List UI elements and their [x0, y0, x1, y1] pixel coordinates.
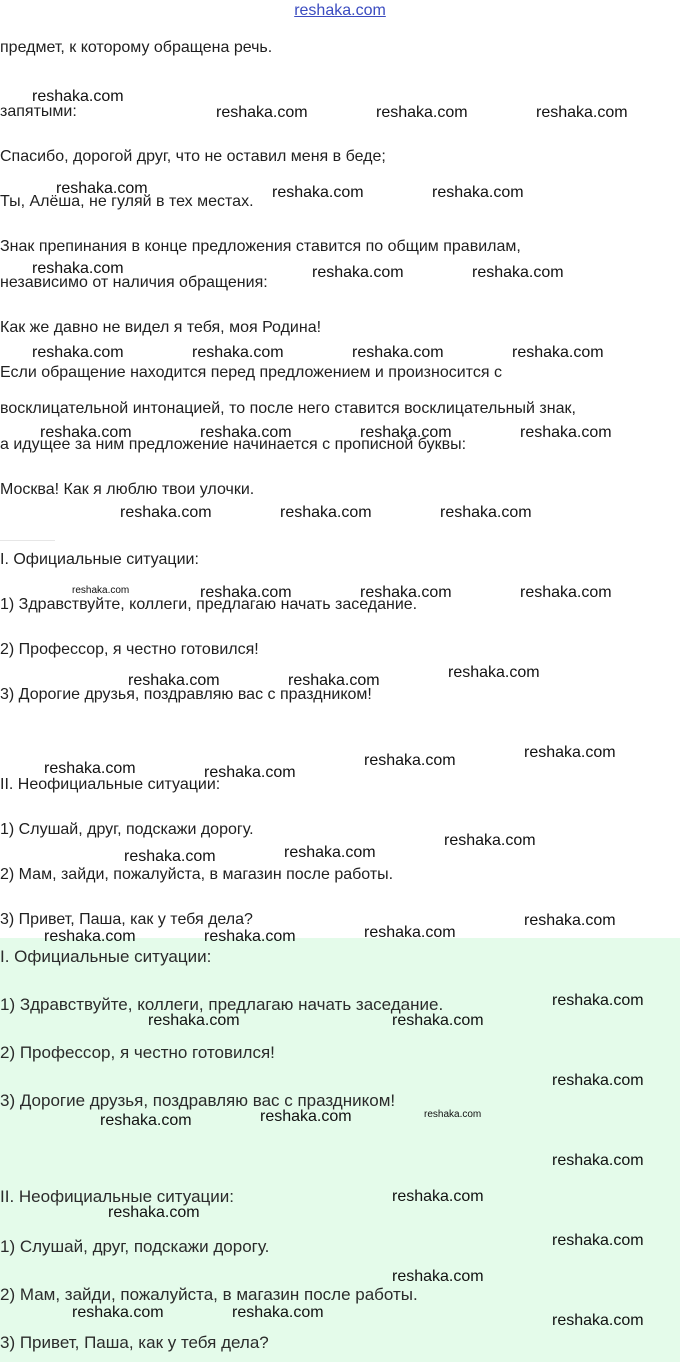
watermark-text: reshaka.com — [444, 832, 536, 849]
watermark-text: reshaka.com — [280, 504, 372, 521]
text-line: независимо от наличия обращения: — [0, 274, 268, 291]
watermark-text: reshaka.com — [148, 1012, 240, 1029]
watermark-text: reshaka.com — [520, 424, 612, 441]
answer-line: 3) Привет, Паша, как у тебя дела? — [0, 1333, 269, 1352]
watermark-text: reshaka.com — [72, 1304, 164, 1321]
watermark-text: reshaka.com — [260, 1108, 352, 1125]
watermark-text: reshaka.com — [424, 1109, 482, 1120]
site-header — [0, 2, 680, 20]
text-line: 1) Слушай, друг, подскажи дорогу. — [0, 821, 254, 838]
watermark-text: reshaka.com — [100, 1112, 192, 1129]
watermark-text: reshaka.com — [364, 924, 456, 941]
watermark-text: reshaka.com — [204, 928, 296, 945]
watermark-text: reshaka.com — [352, 344, 444, 361]
watermark-text: reshaka.com — [536, 104, 628, 121]
watermark-text: reshaka.com — [44, 760, 136, 777]
watermark-text: reshaka.com — [312, 264, 404, 281]
watermark-text: reshaka.com — [288, 672, 380, 689]
watermark-text: reshaka.com — [284, 844, 376, 861]
text-line: Ты, Алёша, не гуляй в тех местах. — [0, 193, 254, 210]
watermark-text: reshaka.com — [440, 504, 532, 521]
answer-line: 1) Слушай, друг, подскажи дорогу. — [0, 1237, 270, 1256]
section-heading: I. Официальные ситуации: — [0, 551, 199, 568]
watermark-text: reshaka.com — [204, 764, 296, 781]
text-line: 3) Привет, Паша, как у тебя дела? — [0, 911, 253, 928]
watermark-text: reshaka.com — [200, 424, 292, 441]
watermark-text: reshaka.com — [448, 664, 540, 681]
watermark-text: reshaka.com — [552, 1312, 644, 1329]
text-line: запятыми: — [0, 103, 77, 120]
watermark-text: reshaka.com — [200, 584, 292, 601]
watermark-text: reshaka.com — [392, 1012, 484, 1029]
text-line: 3) Дорогие друзья, поздравляю вас с праздником! — [0, 686, 372, 703]
watermark-text: reshaka.com — [552, 992, 644, 1009]
watermark-text: reshaka.com — [232, 1304, 324, 1321]
watermark-text: reshaka.com — [32, 344, 124, 361]
text-line: Москва! Как я люблю твои улочки. — [0, 481, 255, 498]
watermark-text: reshaka.com — [360, 584, 452, 601]
divider — [0, 540, 55, 541]
watermark-text: reshaka.com — [124, 848, 216, 865]
watermark-text: reshaka.com — [520, 584, 612, 601]
watermark-text: reshaka.com — [32, 260, 124, 277]
watermark-text: reshaka.com — [392, 1188, 484, 1205]
watermark-text: reshaka.com — [512, 344, 604, 361]
watermark-text: reshaka.com — [376, 104, 468, 121]
watermark-text: reshaka.com — [392, 1268, 484, 1285]
text-line: предмет, к которому обращена речь. — [0, 39, 273, 56]
site-link[interactable]: reshaka.com — [294, 2, 386, 19]
text-line: а идущее за ним предложение начинается с прописной буквы: — [0, 436, 467, 453]
answer-line: 2) Мам, зайди, пожалуйста, в магазин после работы. — [0, 1285, 418, 1304]
watermark-text: reshaka.com — [32, 88, 124, 105]
watermark-text: reshaka.com — [524, 744, 616, 761]
watermark-text: reshaka.com — [44, 928, 136, 945]
watermark-text: reshaka.com — [524, 912, 616, 929]
watermark-text: reshaka.com — [432, 184, 524, 201]
answer-line: 2) Профессор, я честно готовился! — [0, 1043, 275, 1062]
watermark-text: reshaka.com — [552, 1152, 644, 1169]
watermark-text: reshaka.com — [56, 180, 148, 197]
watermark-text: reshaka.com — [472, 264, 564, 281]
section-heading: II. Неофициальные ситуации: — [0, 776, 221, 793]
watermark-text: reshaka.com — [552, 1232, 644, 1249]
answer-line: 3) Дорогие друзья, поздравляю вас с праздником! — [0, 1091, 396, 1110]
watermark-text: reshaka.com — [108, 1204, 200, 1221]
answer-heading: I. Официальные ситуации: — [0, 947, 212, 966]
text-line: 1) Здравствуйте, коллеги, предлагаю начать заседание. — [0, 596, 418, 613]
text-line: Если обращение находится перед предложением и произносится с — [0, 364, 502, 381]
watermark-text: reshaka.com — [360, 424, 452, 441]
text-line: Знак препинания в конце предложения ставится по общим правилам, — [0, 238, 521, 255]
text-line: 2) Мам, зайди, пожалуйста, в магазин после работы. — [0, 866, 394, 883]
watermark-text: reshaka.com — [216, 104, 308, 121]
watermark-text: reshaka.com — [552, 1072, 644, 1089]
text-line: Спасибо, дорогой друг, что не оставил меня в беде; — [0, 148, 386, 165]
watermark-text: reshaka.com — [120, 504, 212, 521]
answer-heading: II. Неофициальные ситуации: — [0, 1187, 234, 1206]
text-line: Как же давно не видел я тебя, моя Родина! — [0, 319, 322, 336]
watermark-text: reshaka.com — [40, 424, 132, 441]
watermark-text: reshaka.com — [364, 752, 456, 769]
text-line: восклицательной интонацией, то после него ставится восклицательный знак, — [0, 400, 576, 417]
watermark-text: reshaka.com — [128, 672, 220, 689]
answer-line: 1) Здравствуйте, коллеги, предлагаю начать заседание. — [0, 995, 444, 1014]
watermark-text: reshaka.com — [192, 344, 284, 361]
watermark-text: reshaka.com — [272, 184, 364, 201]
text-line: 2) Профессор, я честно готовился! — [0, 641, 259, 658]
watermark-text: reshaka.com — [72, 585, 130, 596]
